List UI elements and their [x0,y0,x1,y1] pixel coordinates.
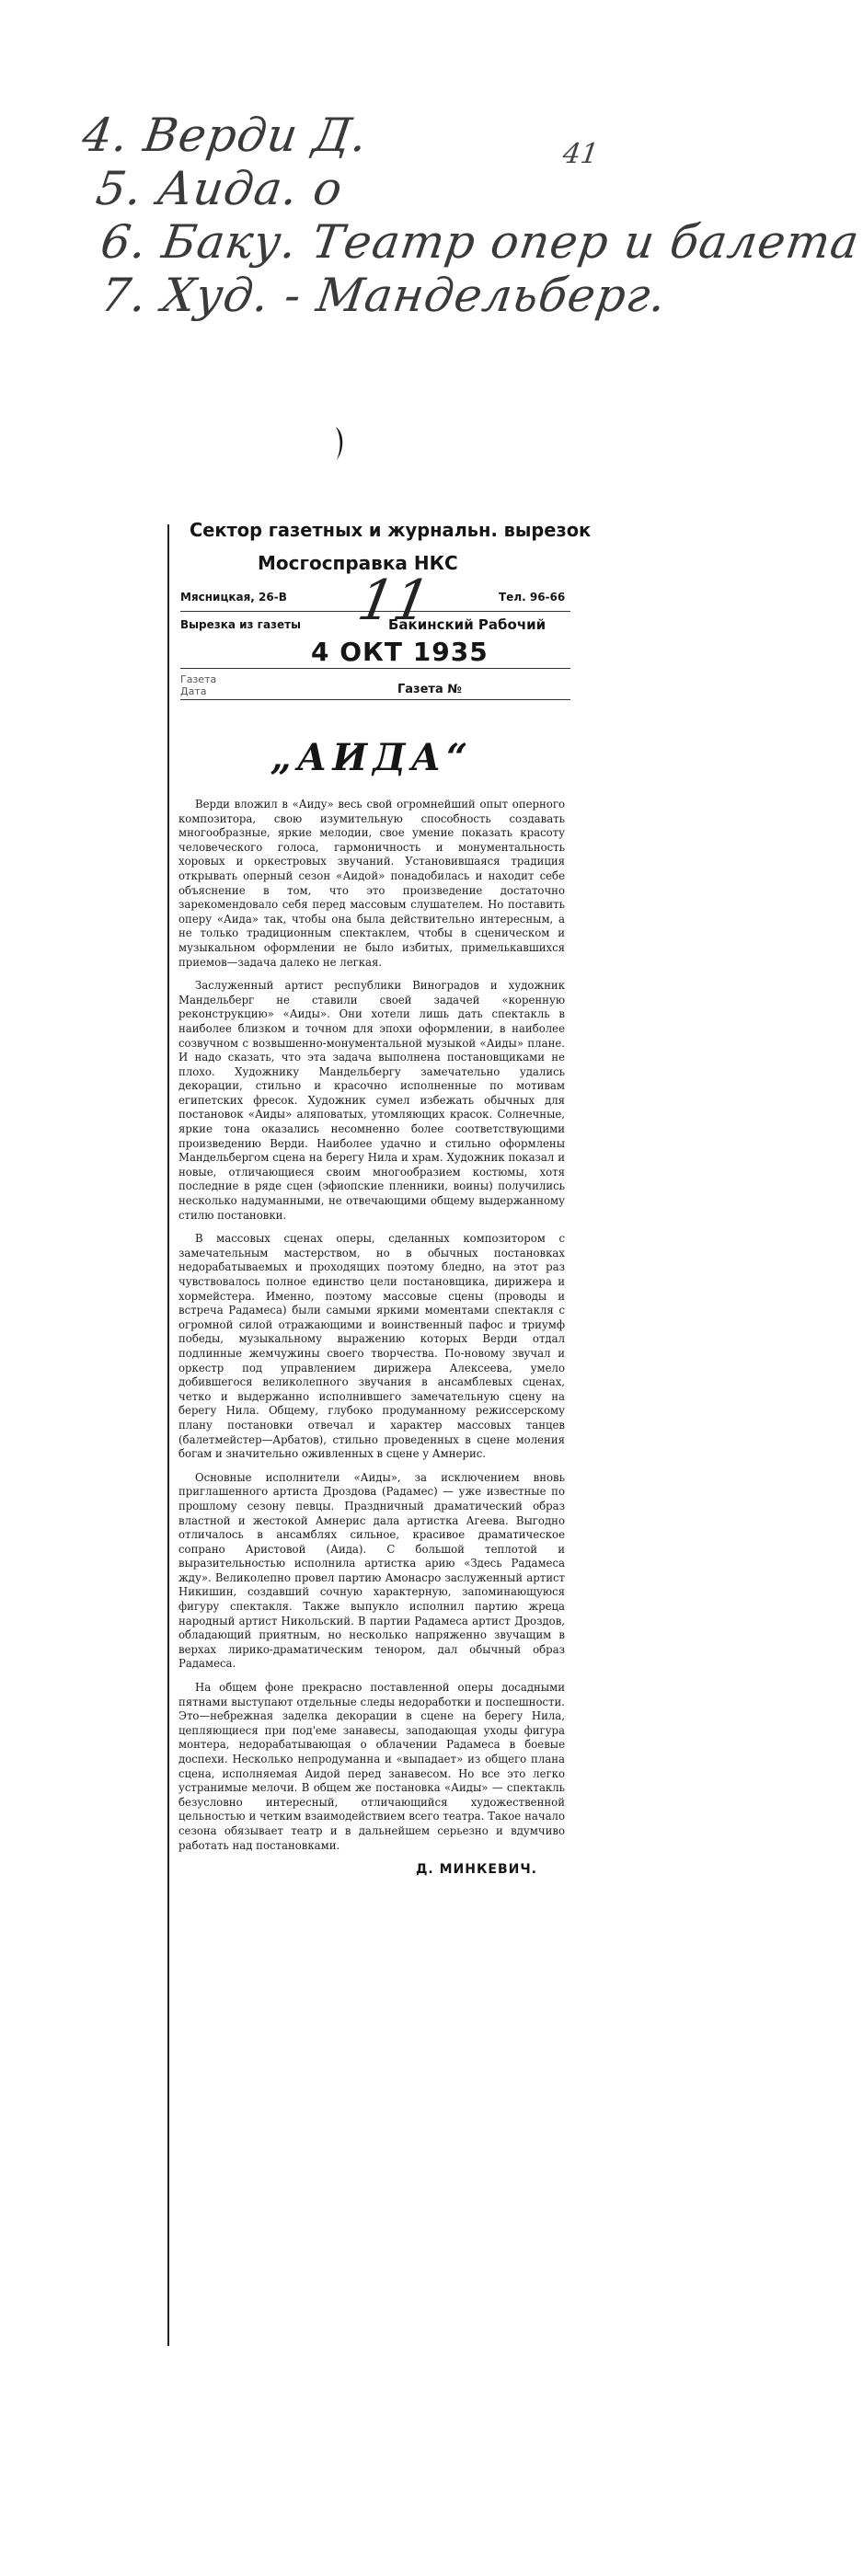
stamp-phone: Тел. 96-66 [499,591,566,604]
handwritten-note-1: 4. Верди Д. [78,109,372,162]
handwritten-note-4: 7. Худ. - Мандельберг. [97,269,671,322]
article-signature: Д. МИНКЕВИЧ. [415,1862,537,1878]
handwritten-note-3: 6. Баку. Театр опер и балета [97,215,863,269]
stamp-rule-3 [180,699,570,700]
article-paragraph-1: Верди вложил в «Аиду» весь свой огромнейший опыт оперного композитора, свою изумительную способность создавать многообразные, яркие мелодии, свое умение показать красоту человеческого голоса, гармоничность и монументальность хоровых и оркестровых звучаний. Установившаяся традиция открывать оперный сезон «Аидой» понадобилась и находит себе объяснение в том, что это произведение достаточно зарекомендовало себя перед массовым слушателем. Но поставить оперу «Аида» так, чтобы она была действительно интересным, а не только традиционным спектаклем, чтобы в сценическом и музыкальном оформлении не было избитых, примелькавшихся приемов—задача далеко не легкая. [178,798,565,969]
stamp-rule-2 [180,668,570,669]
stamp-ghost-labels [180,673,216,697]
ink-mark-icon [333,425,346,462]
article-paragraph-4: Основные исполнители «Аиды», за исключением вновь приглашенного артиста Дроздова (Радамес) — уже известные по прошлому сезону певцы. Праздничный драматический образ властной и жестокой Амнерис дала артистка Агеева. Выгодно отличалось в ансамблях сильное, красивое драматическое сопрано Аристовой (Аида). С большой теплотой и выразительностью исполнила артистка арию «Здесь Радамеса жду». Великолепно провел партию Амонасро заслуженный артист Никишин, создавший сочную характерную, запоминающуюся фигуру спектакля. Также выпукло исполнил партию жреца народный артист Никольский. В партии Радамеса артист Дроздов, обладающий приятным, но несколько напряженно звучащим в верхах лирико-драматическим тенором, дал обычный образ Радамеса. [178,1470,565,1671]
newspaper-clipping [167,515,592,2346]
stamp-cut-label: Вырезка из газеты [180,618,301,631]
stamp-gazeta-number: Газета № [397,683,462,696]
page-number: 41 [560,138,601,170]
clipping-stamp [175,515,592,722]
article-paragraph-5: На общем фоне прекрасно поставленной оперы досадными пятнами выступают отдельные следы недоработки и поспешности. Это—небрежная заделка декорации в сцене на берегу Нила, цепляющиеся при под'еме занавесы, заподающая уходы фигура монтера, недорабатывающая о облачении Радамеса в боевые доспехи. Несколько непродуманна и «выпадает» из общего плана сцена, исполняемая Аидой перед занавесом. Но все это легко устранимые мелочи. В общем же постановка «Аиды» — спектакль безусловно интересный, отличающийся художественной цельностью и четким взаимодействием всего театра. Такое начало сезона обязывает театр и в дальнейшем серьезно и вдумчиво работать над постановками. [178,1681,565,1852]
article [178,729,565,1877]
stamp-title: Сектор газетных и журнальн. вырезок [190,519,592,541]
handwritten-note-2: 5. Аида. о [92,162,347,215]
stamp-date: 4 ОКТ 1935 [311,637,489,667]
stamp-address: Мясницкая, 26-В [180,591,287,604]
stamp-ghost-label-2: Дата [180,685,207,697]
article-paragraph-3: В массовых сценах оперы, сделанных композитором с замечательным мастерством, но в обычных постановках недорабатываемых и проходящих поэтому бледно, на этот раз чувствовалось полное единство цели постановщика, дирижера и хормейстера. Именно, поэтому массовые сцены (проводы и встреча Радамеса) были самыми яркими моментами спектакля с огромной силой отражающими и воинственный пафос и триумф победы, музыкальному выражению которых Верди отдал подлинные жемчужины своего творчества. По-новому звучал и оркестр под управлением дирижера Алексеева, умело добившегося великолепного звучания в ансамблевых сценах, четко и выдержанно исполнившего замечательную сцену на берегу Нила. Общему, глубоко продуманному режиссерскому плану постановки отвечал и характер массовых танцев (балетмейстер—Арбатов), стильно проведенных в сцене моления богам и значительно оживленных в сцене у Амнерис. [178,1232,565,1461]
article-title: „АИДА“ [270,736,474,779]
stamp-ghost-label-1: Газета [180,673,217,685]
stamp-handwritten-number: 11 [352,569,435,633]
article-paragraph-2: Заслуженный артист республики Виноградов и художник Мандельберг не ставили своей задачей «коренную реконструкцию» «Аиды». Они хотели лишь дать спектакль в наиболее близком и точном для эпохи оформлении, в наиболее созвучном с возвышенно-монументальной музыкой «Аиды» плане. И надо сказать, что эта задача выполнена постановщиками не плохо. Художнику Мандельбергу замечательно удались декорации, стильно и красочно исполненные по мотивам египетских фресок. Художник сумел избежать обычных для постановок «Аиды» аляповатых, утомляющих красок. Солнечные, яркие тона оказались несомненно более соответствующими произведению Верди. Наиболее удачно и стильно оформлены Мандельбергом сцена на берегу Нила и храм. Художник показал и новые, отличающиеся своим многообразием костюмы, хотя последние в ряде сцен (эфиопские пленники, воины) получились несколько надуманными, не отвечающими общему выдержанному стилю постановки. [178,979,565,1222]
stamp-newspaper: Бакинский Рабочий [388,616,547,633]
stamp-org: Мосгосправка НКС [258,552,458,574]
clipping-edge [167,524,169,2346]
